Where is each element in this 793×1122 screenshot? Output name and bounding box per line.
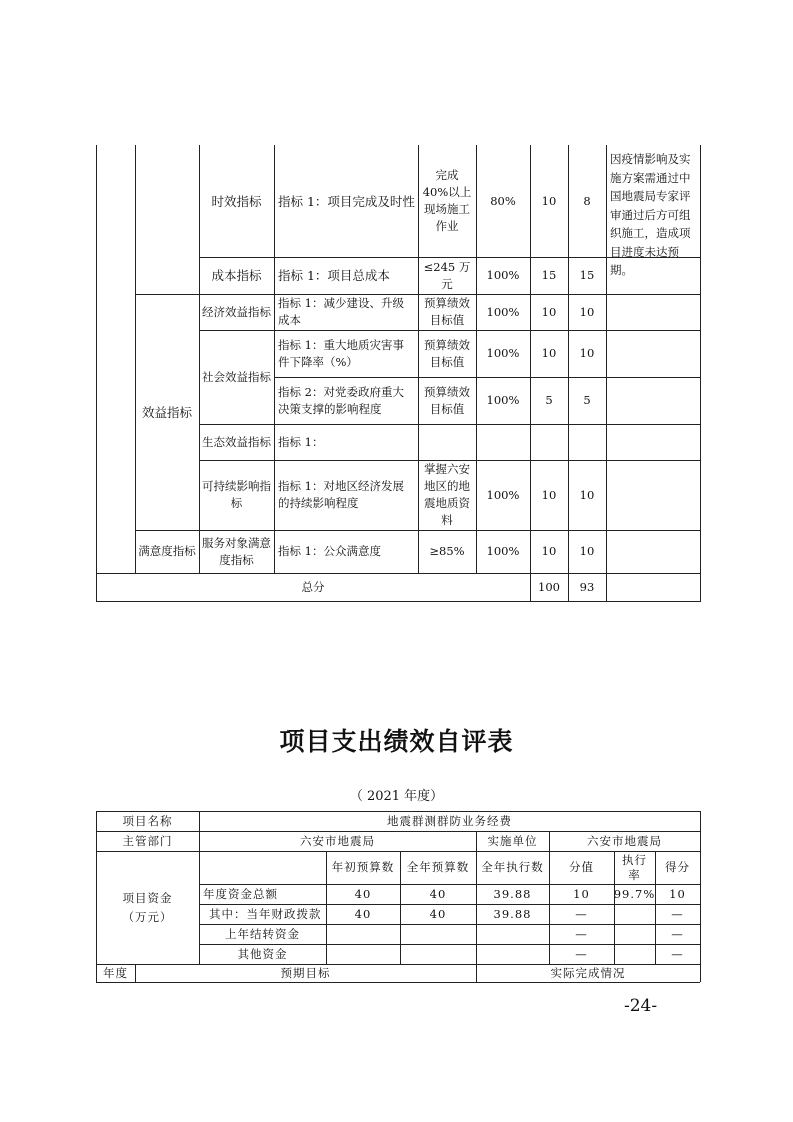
- cell-initial-budget: [326, 944, 400, 964]
- row-label: 上年结转资金: [225, 926, 300, 941]
- header-execution-rate: 执行率: [622, 852, 647, 882]
- weight-sustainable: 100%: [486, 487, 520, 502]
- actual-timeliness: 8: [583, 193, 591, 208]
- actual-cost: 15: [579, 268, 595, 282]
- target-social-1: 预算绩效目标值: [424, 337, 470, 369]
- weight-cost: 100%: [486, 268, 520, 282]
- cell-execution-rate: [614, 944, 655, 964]
- subcategory-ecological: 生态效益指标: [202, 434, 271, 449]
- score-satisfaction: 10: [541, 544, 557, 558]
- cell-initial-budget: 40: [354, 906, 372, 921]
- category-benefit: 效益指标: [141, 404, 192, 420]
- weight-satisfaction: 100%: [486, 544, 520, 558]
- score-timeliness: 10: [541, 193, 557, 208]
- header-executed: 全年执行数: [481, 860, 544, 874]
- fiscal-year: （ 2021 年度）: [349, 789, 444, 804]
- indicator-cost: 指标 1：项目总成本: [278, 268, 390, 283]
- category-satisfaction: 满意度指标: [138, 544, 196, 558]
- actual-completion-label: 实际完成情况: [550, 965, 626, 980]
- deviation-note: 因疫情影响及实施方案需通过中国地震局专家评审通过后方可组织施工，造成项目进度未达预期。: [610, 152, 691, 277]
- cell-score: —: [671, 926, 684, 941]
- header-points: 分值: [569, 860, 594, 874]
- indicator-social-2: 指标 2：对党委政府重大决策支撑的影响程度: [278, 384, 404, 416]
- target-satisfaction: ≥85%: [429, 544, 465, 558]
- impl-value: 六安市地震局: [587, 833, 662, 848]
- weight-economic: 100%: [486, 304, 520, 319]
- score-cost: 15: [541, 268, 557, 282]
- target-social-2: 预算绩效目标值: [424, 384, 470, 416]
- indicator-ecological: 指标 1：: [278, 434, 324, 449]
- cell-executed: 39.88: [493, 906, 532, 921]
- cell-points: —: [575, 906, 588, 921]
- subcategory-timeliness: 时效指标: [211, 193, 262, 209]
- target-cost: ≤245 万元: [423, 259, 471, 291]
- indicator-satisfaction: 指标 1：公众满意度: [278, 544, 381, 558]
- subcategory-economic: 经济效益指标: [202, 304, 271, 319]
- weight-social-1: 100%: [486, 346, 520, 360]
- indicator-social-1: 指标 1：重大地质灾害事件下降率（%）: [278, 337, 404, 369]
- total-score: 100: [538, 579, 560, 594]
- dept-label: 主管部门: [122, 833, 173, 848]
- target-sustainable: 掌握六安地区的地震地质资料: [424, 462, 470, 527]
- row-label: 其他资金: [237, 946, 288, 961]
- row-label: 其中：当年财政拨款: [209, 906, 322, 921]
- page-number: -24-: [624, 996, 658, 1016]
- cell-points: —: [575, 946, 588, 961]
- actual-sustainable: 10: [579, 487, 595, 502]
- cell-execution-rate: [614, 924, 655, 944]
- weight-timeliness: 80%: [490, 193, 516, 208]
- actual-satisfaction: 10: [579, 544, 595, 558]
- score-economic: 10: [541, 304, 557, 319]
- cell-score: —: [671, 906, 684, 921]
- cell-points: 10: [573, 886, 590, 901]
- cell-score: 10: [669, 886, 686, 901]
- header-initial-budget: 年初预算数: [331, 860, 395, 874]
- cell-executed: [476, 924, 549, 944]
- actual-economic: 10: [579, 304, 595, 319]
- subcategory-satisfaction: 服务对象满意度指标: [202, 535, 271, 567]
- cell-score: —: [671, 946, 684, 961]
- cell-annual-budget: [400, 944, 476, 964]
- target-timeliness: 完成 40%以上现场施工作业: [422, 168, 472, 233]
- indicator-timeliness: 指标 1：项目完成及时性: [278, 193, 415, 209]
- actual-social-2: 5: [583, 393, 591, 407]
- cell-execution-rate: 99.7%: [613, 886, 656, 901]
- weight-social-2: 100%: [486, 393, 520, 407]
- target-economic: 预算绩效目标值: [424, 296, 470, 327]
- cell-annual-budget: 40: [429, 886, 447, 901]
- expected-goal-label: 预期目标: [280, 965, 331, 980]
- cell-executed: [476, 944, 549, 964]
- cell-points: —: [575, 926, 588, 941]
- project-name: 地震群测群防业务经费: [387, 813, 512, 828]
- funds-label: 项目资金（万元）: [122, 890, 173, 924]
- header-annual-budget: 全年预算数: [406, 860, 470, 874]
- score-social-2: 5: [545, 393, 553, 407]
- subcategory-cost: 成本指标: [211, 268, 262, 283]
- score-sustainable: 10: [541, 487, 557, 502]
- cell-initial-budget: 40: [354, 886, 372, 901]
- cell-annual-budget: [400, 924, 476, 944]
- subcategory-sustainable: 可持续影响指标: [202, 479, 271, 510]
- dept-value: 六安市地震局: [300, 833, 375, 848]
- row-label: 年度资金总额: [203, 886, 278, 901]
- actual-social-1: 10: [579, 346, 595, 360]
- cell-executed: 39.88: [493, 886, 532, 901]
- total-actual: 93: [579, 579, 595, 594]
- indicator-economic: 指标 1：减少建设、升级成本: [278, 296, 404, 327]
- cell-execution-rate: [614, 904, 655, 924]
- impl-label: 实施单位: [487, 833, 538, 848]
- indicator-sustainable: 指标 1：对地区经济发展的持续影响程度: [278, 479, 404, 510]
- project-name-label: 项目名称: [122, 813, 173, 828]
- subcategory-social: 社会效益指标: [202, 369, 271, 384]
- page-title: 项目支出绩效自评表: [279, 727, 514, 756]
- total-label: 总分: [301, 579, 325, 594]
- cell-annual-budget: 40: [429, 906, 447, 921]
- cell-initial-budget: [326, 924, 400, 944]
- header-score: 得分: [665, 860, 690, 874]
- year-label: 年度: [103, 965, 128, 980]
- score-social-1: 10: [541, 346, 557, 360]
